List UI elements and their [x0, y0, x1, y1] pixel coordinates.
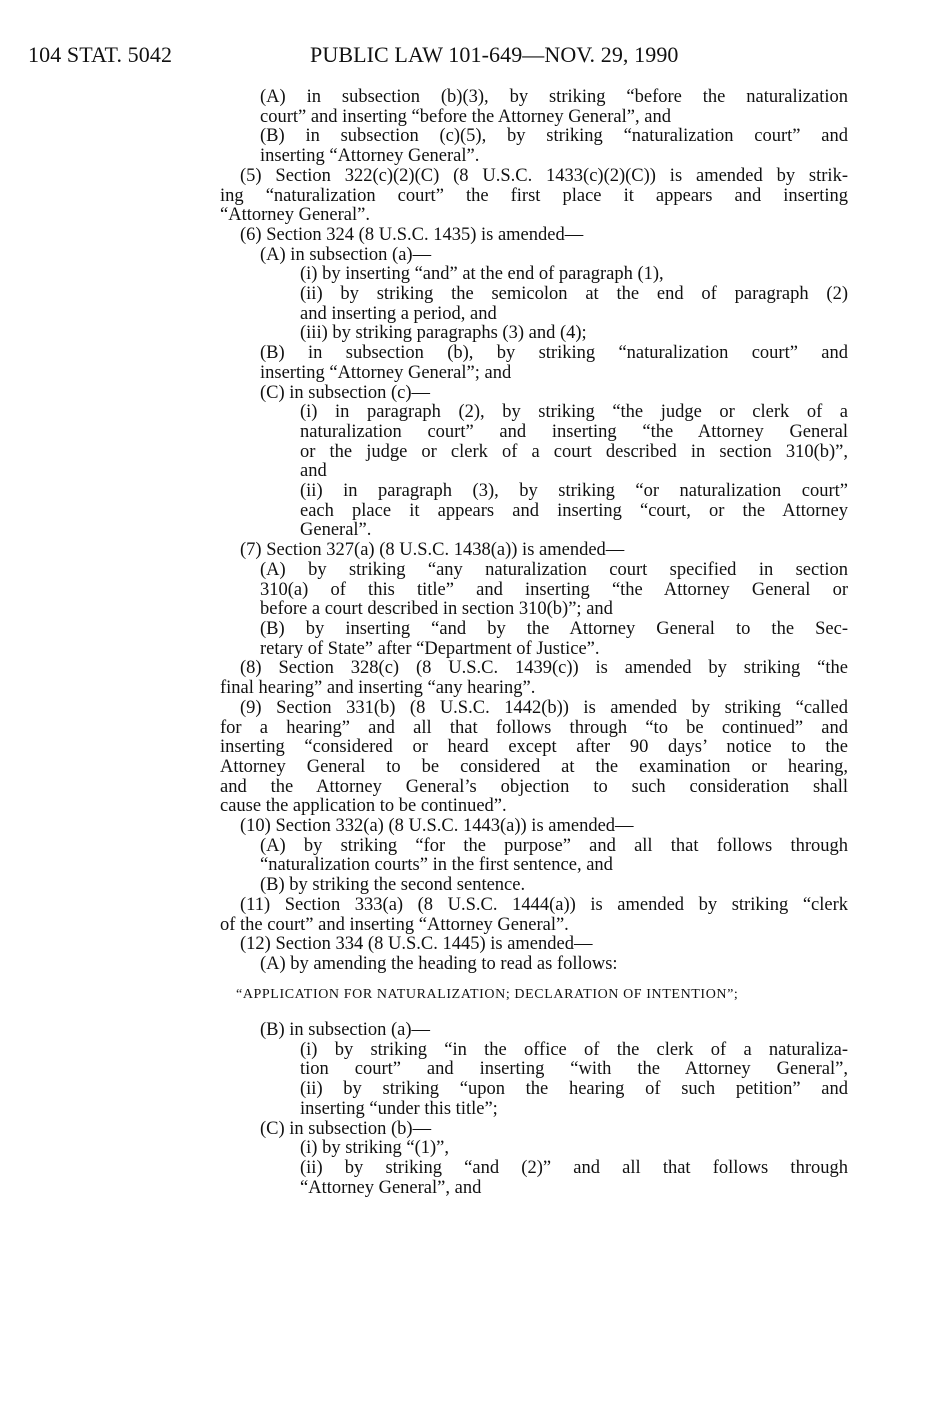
text-line: (A) by striking “any naturalization court specified in section	[260, 559, 848, 580]
text-line: General”.	[300, 520, 372, 541]
text-line: (B) by inserting “and by the Attorney General to the Sec-	[260, 618, 848, 639]
text-line: “Attorney General”, and	[300, 1177, 482, 1198]
text-line: (i) by striking “(1)”,	[300, 1138, 449, 1159]
text-line: before a court described in section 310(b)”; and	[260, 599, 613, 620]
text-line: inserting “Attorney General”; and	[260, 362, 512, 383]
text-line: cause the application to be continued”.	[220, 796, 507, 817]
text-line: (B) in subsection (c)(5), by striking “naturalization court” and	[260, 126, 848, 147]
statute-page-number: 104 STAT. 5042	[28, 42, 173, 67]
text-line: (i) in paragraph (2), by striking “the judge or clerk of a	[300, 402, 848, 423]
text-line: “Attorney General”.	[220, 205, 370, 226]
text-line: or the judge or clerk of a court described in section 310(b)”,	[300, 441, 848, 462]
public-law-citation: PUBLIC LAW 101-649—NOV. 29, 1990	[310, 42, 679, 67]
text-line: (C) in subsection (b)—	[260, 1118, 432, 1139]
text-line: Attorney General to be considered at the examination or hearing,	[220, 756, 848, 777]
text-line: (ii) by striking “and (2)” and all that follows through	[300, 1157, 848, 1178]
text-line: and	[300, 461, 327, 482]
text-line: (B) by striking the second sentence.	[260, 875, 526, 896]
text-line: inserting “considered or heard except after 90 days’ notice to the	[220, 737, 848, 758]
text-line: (iii) by striking paragraphs (3) and (4);	[300, 323, 587, 344]
text-line: (6) Section 324 (8 U.S.C. 1435) is amended—	[240, 224, 584, 245]
text-line: (B) in subsection (a)—	[260, 1020, 431, 1040]
text-line: (7) Section 327(a) (8 U.S.C. 1438(a)) is amended—	[240, 540, 625, 561]
text-line: (11) Section 333(a) (8 U.S.C. 1444(a)) is amended by striking “clerk	[240, 894, 848, 915]
text-line: each place it appears and inserting “court, or the Attorney	[300, 500, 848, 521]
text-line: (ii) by striking “upon the hearing of such petition” and	[300, 1079, 848, 1100]
text-line: (i) by inserting “and” at the end of paragraph (1),	[300, 264, 664, 285]
text-line: tion court” and inserting “with the Attorney General”,	[300, 1059, 848, 1080]
text-line: (A) by striking “for the purpose” and all that follows through	[260, 835, 848, 856]
text-line: (C) in subsection (c)—	[260, 382, 431, 403]
text-line: (i) by striking “in the office of the clerk of a naturaliza-	[300, 1039, 848, 1060]
text-line: inserting “Attorney General”.	[260, 146, 480, 167]
text-line: (9) Section 331(b) (8 U.S.C. 1442(b)) is amended by striking “called	[240, 697, 848, 718]
text-line: and the Attorney General’s objection to such consideration shall	[220, 776, 848, 797]
amendment-text-top	[220, 88, 848, 975]
text-line: “naturalization courts” in the first sentence, and	[260, 855, 613, 876]
quoted-heading: “APPLICATION FOR NATURALIZATION; DECLARATION OF INTENTION”;	[236, 987, 739, 1002]
text-line: inserting “under this title”;	[300, 1098, 498, 1119]
text-line: (A) by amending the heading to read as follows:	[260, 953, 618, 974]
text-line: (10) Section 332(a) (8 U.S.C. 1443(a)) is amended—	[240, 816, 634, 837]
text-line: 310(a) of this title” and inserting “the Attorney General or	[260, 579, 848, 600]
text-line: court” and inserting “before the Attorney General”, and	[260, 106, 671, 127]
text-line: (5) Section 322(c)(2)(C) (8 U.S.C. 1433(c)(2)(C)) is amended by strik-	[240, 165, 848, 186]
amendment-text-bottom	[220, 1021, 848, 1198]
text-line: (ii) in paragraph (3), by striking “or naturalization court”	[300, 481, 848, 502]
text-line: retary of State” after “Department of Justice”.	[260, 638, 600, 659]
text-line: naturalization court” and inserting “the Attorney General	[300, 421, 848, 442]
text-line: (8) Section 328(c) (8 U.S.C. 1439(c)) is amended by striking “the	[240, 658, 848, 679]
text-line: of the court” and inserting “Attorney General”.	[220, 914, 569, 935]
text-line: (A) in subsection (a)—	[260, 244, 432, 265]
text-line: (B) in subsection (b), by striking “naturalization court” and	[260, 343, 848, 364]
text-line: final hearing” and inserting “any hearing”.	[220, 678, 536, 699]
text-line: ing “naturalization court” the first place it appears and inserting	[220, 185, 848, 206]
text-line: and inserting a period, and	[300, 303, 497, 324]
text-line: (ii) by striking the semicolon at the end of paragraph (2)	[300, 284, 848, 305]
text-line: for a hearing” and all that follows through “to be continued” and	[220, 717, 848, 738]
text-line: (A) in subsection (b)(3), by striking “before the naturalization	[260, 87, 848, 107]
text-line: (12) Section 334 (8 U.S.C. 1445) is amended—	[240, 934, 593, 955]
